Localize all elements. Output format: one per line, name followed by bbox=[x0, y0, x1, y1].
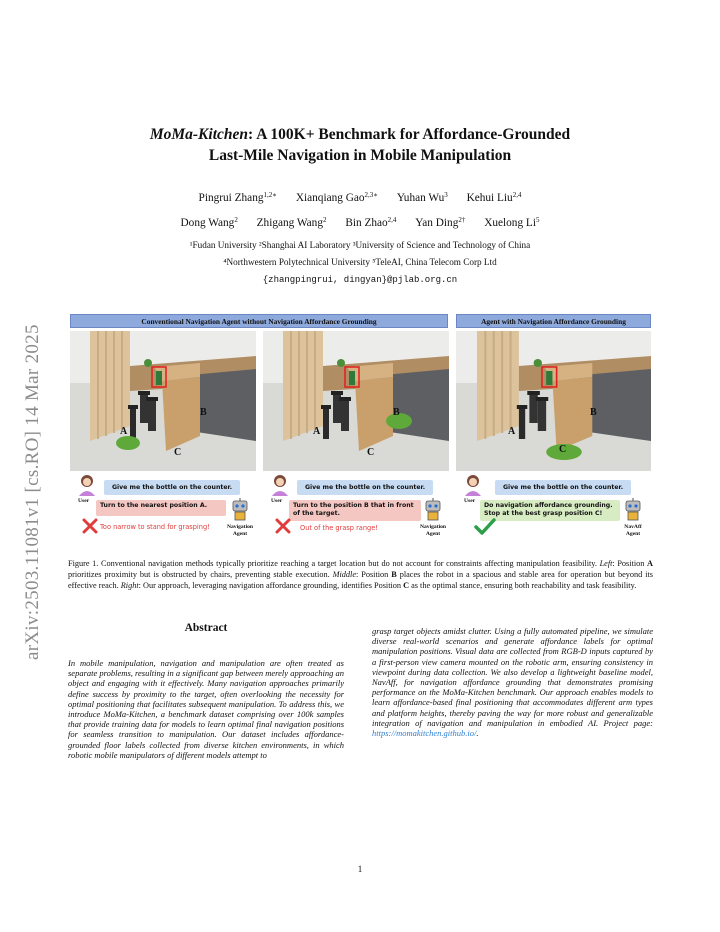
kitchen-scene-left bbox=[70, 331, 256, 471]
robot-icon bbox=[623, 498, 643, 527]
agent-label: Navigation Agent bbox=[226, 524, 254, 537]
title-name: MoMa-Kitchen bbox=[149, 126, 249, 143]
robot-icon bbox=[230, 498, 250, 527]
agent-reply: Turn to the position B that in front of the target. bbox=[289, 500, 421, 521]
title-line2: Last-Mile Navigation in Mobile Manipulation bbox=[208, 147, 512, 164]
user-prompt: Give me the bottle on the counter. bbox=[495, 480, 631, 495]
check-icon bbox=[474, 518, 496, 541]
abstract-heading: Abstract bbox=[184, 622, 228, 634]
position-a-label: A bbox=[313, 426, 321, 437]
position-c-label: C bbox=[174, 447, 182, 458]
kitchen-illustration bbox=[263, 331, 449, 471]
authors-row-2 bbox=[0, 216, 720, 229]
author: Pingrui Zhang$^{1,2∗}$ bbox=[198, 191, 278, 204]
project-page-link[interactable]: https://momakitchen.github.io/ bbox=[372, 728, 477, 739]
kitchen-illustration bbox=[70, 331, 256, 471]
author: Yuhan Wu$^3$ bbox=[396, 191, 448, 204]
position-c-label: C bbox=[559, 444, 567, 455]
cross-icon bbox=[82, 518, 98, 539]
author: Zhigang Wang$^2$ bbox=[256, 216, 327, 229]
failure-verdict: Out of the grasp range! bbox=[300, 524, 378, 532]
position-b-label: B bbox=[200, 407, 207, 418]
position-b-label: B bbox=[393, 407, 400, 418]
abstract-left-column: In mobile manipulation, navigation and manipulation are often treated as separate problems, resulting in a significant gap between merely approaching an object and engaging with it effectively. Many navigation approaches primarily define success by proximity to the target, often overlooking the necessity for optimal positioning that facilitates subsequent manipulation. To address this, we introduce MoMa-Kitchen, a benchmark dataset comprising over 100k samples that provide training data for models to learn optimal final navigation positions for seamless transition to manipulation. Our dataset includes affordance-grounded floor labels collected from diverse kitchen environments, in which robotic mobile manipulators of different models attempt to bbox=[68, 658, 344, 760]
author: Dong Wang$^2$ bbox=[180, 216, 238, 229]
page-number: 1 bbox=[357, 864, 363, 874]
arxiv-identifier: arXiv:2503.11081v1 [cs.RO] 14 Mar 2025 bbox=[22, 324, 43, 660]
kitchen-illustration bbox=[456, 331, 651, 471]
figure-caption: Figure 1. Conventional navigation methods typically prioritize reaching a target location but do not account for constraints affecting manipulation feasibility. Left: Position A prioritizes proximity but is obstructed by chairs, preventing stable execution. Middle: Position B places the robot in a spacious and stable area for operation but beyond its effective reach. Right: Our approach, leveraging navigation affordance grounding, identifies Position C as the optimal stance, ensuring both reachability and task feasibility. bbox=[68, 559, 654, 590]
user-label: User bbox=[464, 498, 476, 504]
kitchen-scene-right bbox=[456, 331, 651, 471]
title-line1: : A 100K+ Benchmark for Affordance-Grounded bbox=[248, 126, 571, 143]
user-avatar-icon bbox=[271, 474, 289, 501]
figure-header-conventional: Conventional Navigation Agent without Navigation Affordance Grounding bbox=[70, 314, 448, 328]
contact-email: {zhangpingrui, dingyan}@pjlab.org.cn bbox=[262, 275, 458, 285]
user-avatar-icon bbox=[78, 474, 96, 501]
agent-label: NavAff Agent bbox=[624, 524, 642, 537]
user-prompt: Give me the bottle on the counter. bbox=[297, 480, 433, 495]
position-c-label: C bbox=[367, 447, 375, 458]
user-label: User bbox=[271, 498, 283, 504]
failure-verdict: Too narrow to stand for grasping! bbox=[100, 523, 210, 531]
figure-1 bbox=[70, 314, 651, 546]
author: Bin Zhao$^{2,4}$ bbox=[345, 216, 397, 229]
user-label: User bbox=[78, 498, 90, 504]
abstract-right-column: grasp target objects amidst clutter. Using a fully automated pipeline, we simulate diverse real-world scenarios and generate affordance labels for optimal manipulation positions. Visual data are collected from RGB-D inputs captured by a first-person view camera mounted on the robotic arm, ensuring consistency in viewpoint during data collection. We also develop a lightweight baseline model, NavAff, for navigation affordance grounding that demonstrates promising performance on the MoMa-Kitchen benchmark. Our approach enables models to learn affordance-based final positioning that accommodates different arm types and platform heights, thereby paving the way for more robust and generalizable integration of navigation and manipulation in embodied AI. Project page: https://momakitchen.github.io/. bbox=[372, 626, 653, 739]
authors-row-1 bbox=[0, 191, 720, 204]
author: Xuelong Li$^5$ bbox=[484, 216, 540, 229]
robot-icon bbox=[423, 498, 443, 527]
user-prompt: Give me the bottle on the counter. bbox=[104, 480, 240, 495]
position-b-label: B bbox=[590, 407, 597, 418]
author: Kehui Liu$^{2,4}$ bbox=[466, 191, 522, 204]
position-a-label: A bbox=[120, 426, 128, 437]
affiliations-line-2: ⁴Northwestern Polytechnical University ⁵TeleAI, China Telecom Corp Ltd bbox=[223, 257, 497, 267]
agent-reply: Do navigation affordance grounding. Stop at the best grasp position C! bbox=[480, 500, 620, 521]
kitchen-scene-middle bbox=[263, 331, 449, 471]
author: Yan Ding$^{2\dagger}$ bbox=[415, 216, 466, 229]
agent-label: Navigation Agent bbox=[419, 524, 447, 537]
affiliations-line-1: ¹Fudan University ²Shanghai AI Laboratory ³University of Science and Technology of China bbox=[189, 240, 531, 250]
paper-title bbox=[0, 124, 720, 166]
cross-icon bbox=[275, 518, 291, 539]
agent-reply: Turn to the nearest position A. bbox=[96, 500, 226, 516]
user-avatar-icon bbox=[464, 474, 482, 501]
figure-header-navaff: Agent with Navigation Affordance Grounding bbox=[456, 314, 651, 328]
position-a-label: A bbox=[508, 426, 516, 437]
author: Xianqiang Gao$^{2,3∗}$ bbox=[295, 191, 379, 204]
